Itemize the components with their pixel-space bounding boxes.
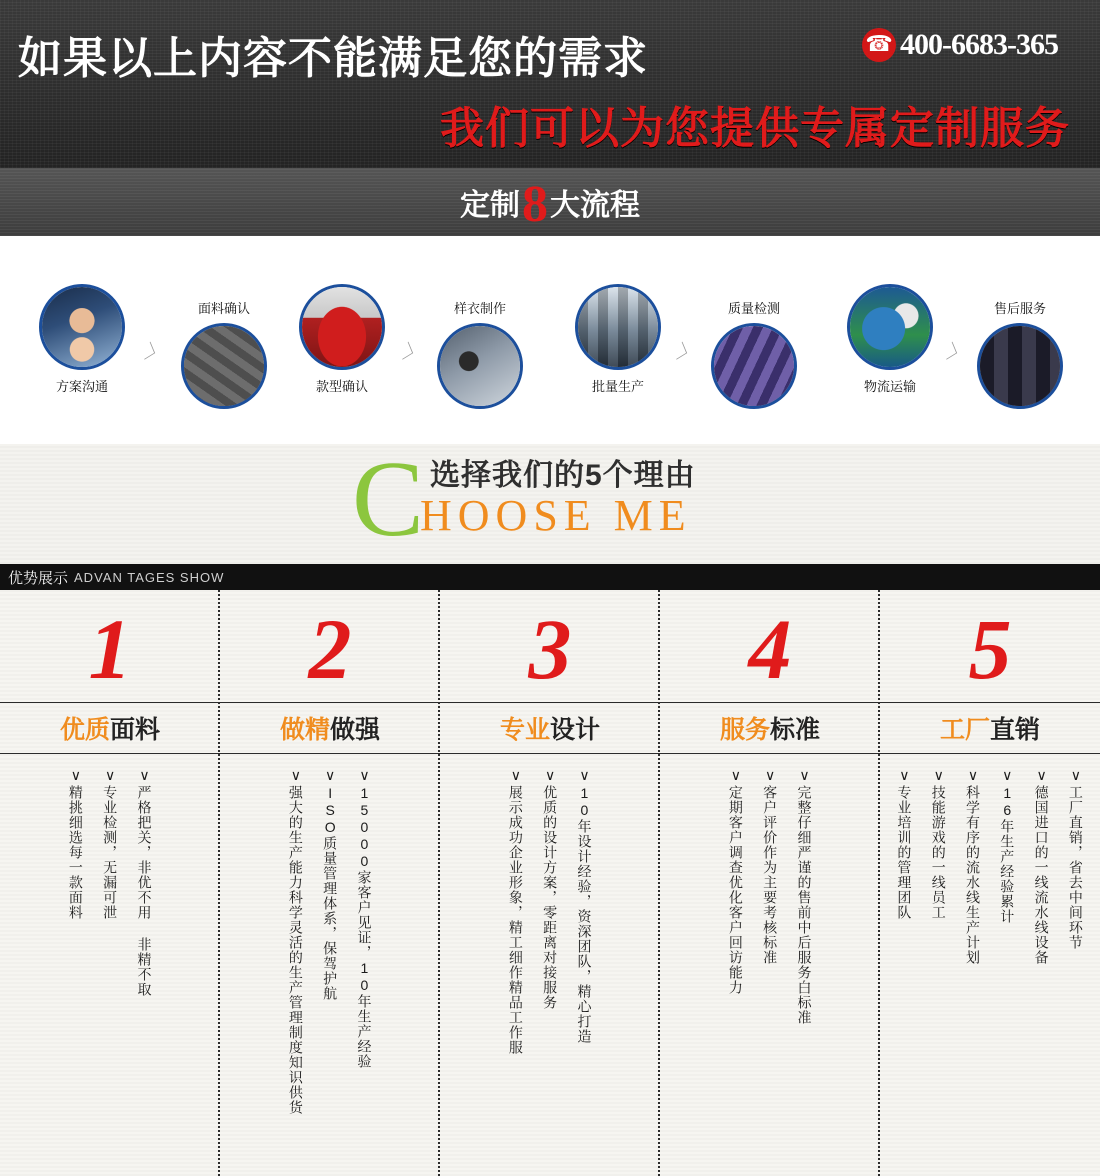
process-step-4-label: 样衣制作: [453, 301, 506, 316]
promo-header-banner: [0, 0, 1100, 168]
process-banner-suffix: 大流程: [550, 189, 640, 222]
reason-item: ∨10年设计经验，资深团队，精心打造: [576, 768, 593, 1044]
reason-title-3-highlight: 专业: [499, 716, 550, 744]
reason-items-2: [220, 754, 440, 1154]
phone-icon: ☎: [862, 28, 896, 62]
choose-big-letter: C: [352, 444, 425, 559]
reason-items-4: [660, 754, 880, 1154]
reason-column-1: [0, 590, 220, 1176]
process-arrow-4: 〉: [944, 339, 971, 369]
reason-item: ∨专业培训的管理团队: [896, 768, 913, 920]
reason-title-2-highlight: 做精: [279, 716, 330, 744]
process-steps-strip: [0, 236, 1100, 444]
process-step-6: [694, 298, 814, 409]
reason-number-4: 4: [748, 601, 792, 697]
reason-column-4: [660, 590, 880, 1176]
reason-item: ∨强大的生产能力科学灵活的生产管理制度知识供货: [287, 768, 304, 1115]
reason-items-3: [440, 754, 660, 1154]
advantage-bar-en: ADVAN TAGES SHOW: [74, 569, 225, 585]
reason-title-5-highlight: 工厂: [939, 716, 990, 744]
process-step-1-label: 方案沟通: [55, 379, 108, 394]
process-step-2-label: 面料确认: [197, 301, 250, 316]
process-step-8-label: 售后服务: [993, 301, 1046, 316]
header-headline-line2: 我们可以为您提供专属定制服务: [440, 104, 1070, 153]
process-step-5: [558, 284, 678, 395]
process-arrow-3: 〉: [674, 339, 701, 369]
process-step-2: [164, 298, 284, 409]
process-banner-number: 8: [522, 176, 548, 233]
reason-item: ∨专业检测，无漏可泄: [102, 768, 119, 920]
reason-title-4-rest: 标准: [770, 716, 821, 744]
reason-title-1: [0, 703, 220, 753]
reason-item: ∨科学有序的流水线生产计划: [965, 768, 981, 965]
process-step-3: [282, 284, 402, 395]
reason-item: ∨完整仔细严谨的售前中后服务白标准: [796, 768, 813, 1025]
reason-title-1-rest: 面料: [110, 716, 161, 744]
reason-item: ∨工厂直销，省去中间环节: [1067, 768, 1084, 950]
five-reasons-table: [0, 590, 1100, 1176]
process-step-6-label: 质量检测: [727, 301, 780, 316]
reason-title-4: [660, 703, 880, 753]
process-banner-prefix: 定制: [460, 189, 520, 222]
process-step-7: [830, 284, 950, 395]
header-headline-line1: 如果以上内容不能满足您的需求: [18, 34, 648, 83]
process-step-1: [22, 284, 142, 395]
operator-photo: [39, 284, 125, 370]
hotline-block: [862, 28, 1058, 62]
quality-check-photo: [711, 323, 797, 409]
reason-title-2-rest: 做强: [330, 716, 381, 744]
reason-title-5: [880, 703, 1100, 753]
reason-item: ∨展示成功企业形象，精工细作精品工作服: [507, 768, 524, 1055]
reason-item: ∨优质的设计方案，零距离对接服务: [542, 768, 559, 1010]
after-sales-photo: [977, 323, 1063, 409]
reason-column-2: [220, 590, 440, 1176]
choose-me-section: [0, 444, 1100, 564]
process-arrow-2: 〉: [400, 339, 427, 369]
reason-item: ∨技能游戏的一线员工: [930, 768, 947, 920]
reason-item: ∨德国进口的一线流水线设备: [1033, 768, 1050, 965]
reason-title-2: [220, 703, 440, 753]
reason-column-3: [440, 590, 660, 1176]
reason-item: ∨15000家客户见证，10年生产经验: [356, 768, 373, 1069]
sample-making-photo: [437, 323, 523, 409]
reason-item: ∨ISO质量管理体系，保驾护航: [322, 768, 339, 1001]
reason-number-5: 5: [968, 601, 1012, 697]
mass-production-photo: [575, 284, 661, 370]
reason-title-3: [440, 703, 660, 753]
reason-title-5-rest: 直销: [990, 716, 1041, 744]
reason-items-1: [0, 754, 220, 1154]
choose-title-en: HOOSE ME: [420, 491, 692, 540]
reason-column-5: [880, 590, 1100, 1176]
reason-number-1: 1: [88, 601, 132, 697]
advantage-bar-cn: 优势展示: [8, 569, 69, 587]
reason-title-4-highlight: 服务: [719, 716, 770, 744]
process-step-5-label: 批量生产: [591, 379, 644, 394]
process-step-3-label: 款型确认: [315, 379, 368, 394]
reason-title-1-highlight: 优质: [59, 716, 110, 744]
reason-item: ∨客户评价作为主要考核标准: [762, 768, 779, 965]
reason-item: ∨严格把关，非优不用 非精不取: [136, 768, 153, 997]
reason-title-3-rest: 设计: [550, 716, 601, 744]
reason-item: ∨定期客户调查优化客户回访能力: [727, 768, 744, 995]
choose-subtitle-cn: 选择我们的5个理由: [430, 459, 696, 492]
process-step-8: [960, 298, 1080, 409]
reason-items-5: [880, 754, 1100, 1154]
process-step-4: [420, 298, 540, 409]
reason-item: ∨精挑细选每一款面料: [67, 768, 84, 920]
process-arrow-1: 〉: [142, 339, 169, 369]
shirt-photo: [299, 284, 385, 370]
reason-item: ∨16年生产经验累计: [999, 768, 1016, 924]
logistics-photo: [847, 284, 933, 370]
process-section-banner: [0, 168, 1100, 236]
reason-number-3: 3: [528, 601, 572, 697]
hotline-number: 400-6683-365: [900, 28, 1058, 61]
reason-number-2: 2: [308, 601, 352, 697]
fabric-photo: [181, 323, 267, 409]
process-step-7-label: 物流运输: [863, 379, 916, 394]
advantage-bar: [0, 564, 1100, 590]
